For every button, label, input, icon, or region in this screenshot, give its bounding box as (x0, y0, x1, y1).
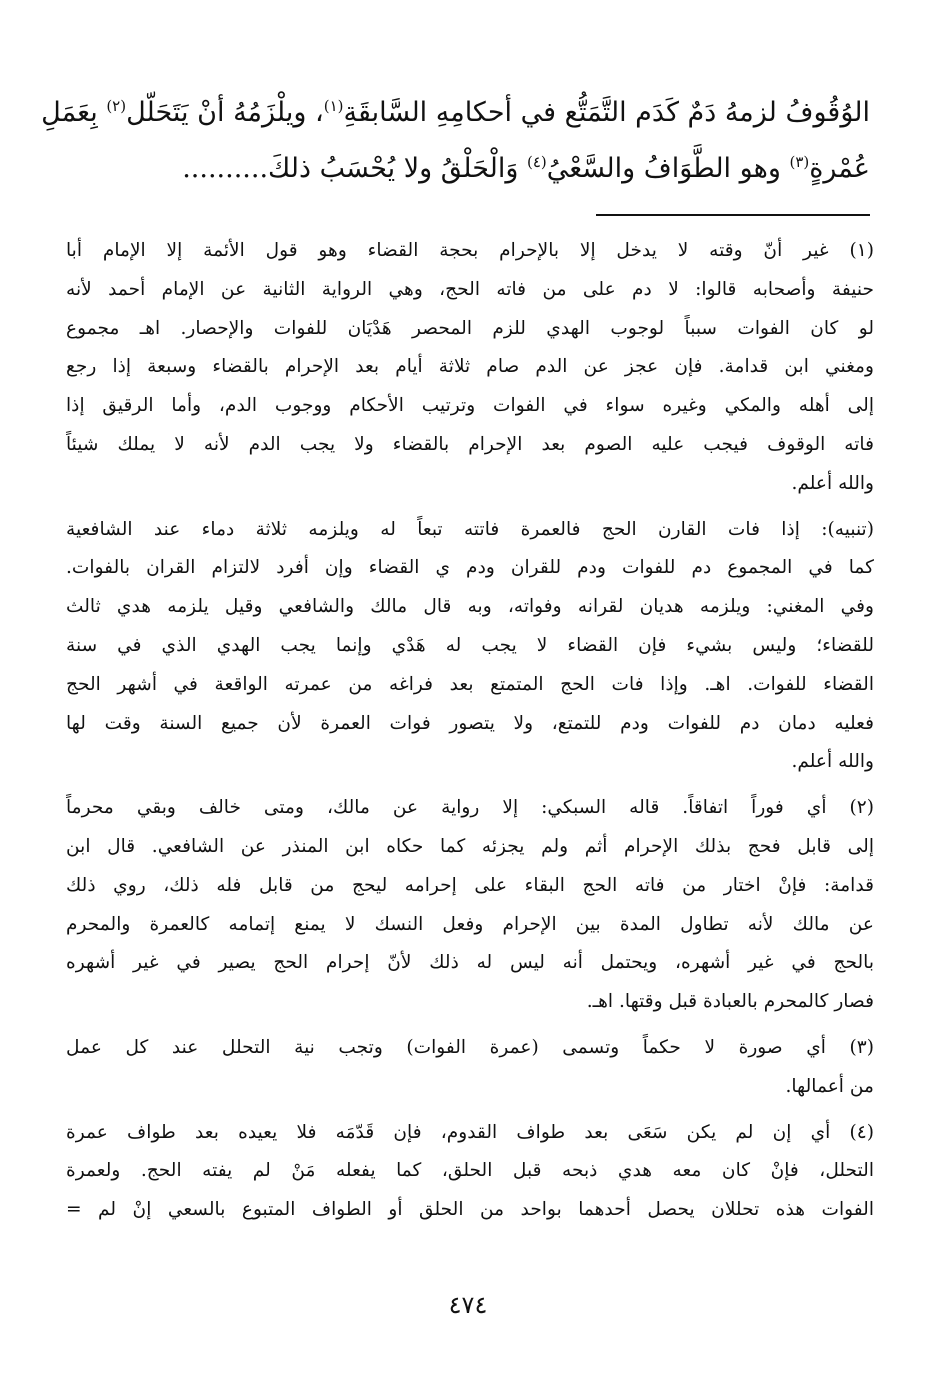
footnote-marker-2: (٢) (106, 97, 127, 115)
footnote-marker-1: (١) (323, 97, 344, 115)
footnote-line: (١) غير أنّ وقته لا يدخل إلا بالإحرام بحجة القضاء وهو قول الأئمة إلا الإمام أبا (66, 240, 874, 261)
footnote-line: فصار كالمحرم بالعبادة قبل وقتها. اهـ. (586, 991, 874, 1013)
footnote-line: من أعمالها. (785, 1075, 874, 1097)
footnote-1-notice (66, 511, 874, 783)
footnote-line: (٢) أي فوراً اتفاقاً. قاله السبكي: إلا رواية عن مالك، ومتى خالف وبقي محرماً (66, 797, 874, 819)
footnote-line: للقضاء؛ وليس بشيء فإن القضاء لا يجب له هَدْي وإنما يجب الهدي الذي في سنة (66, 634, 874, 656)
footnote-separator (596, 214, 870, 216)
footnote-line: بالحج في غير أشهره، ويحتمل أنه ليس له ذلك لأنّ إحرام الحج يصير في غير أشهره (66, 952, 874, 974)
footnote-line: (٣) أي صورة لا حكماً وتسمى (عمرة الفوات) وتجب نية التحلل عند كل عمل (66, 1036, 874, 1058)
main-text-line-2 (70, 134, 870, 190)
footnote-line: إلى أهله والمكي وغيره سواء في الفوات وترتيب الأحكام ووجوب الدم، وأما الرقيق إذا (66, 395, 874, 417)
footnote-line: فعليه دمان دم للفوات ودم للتمتع، ولا يتصور فوات العمرة لأن جميع السنة وقت لها (66, 712, 874, 734)
footnote-marker-3: (٣) (789, 153, 810, 171)
footnote-line: ومغني ابن قدامة. فإن عجز عن الدم صام ثلاثة أيام بعد الإحرام بالقضاء وسبعة إذا رجع (66, 356, 874, 378)
footnote-line: لو كان الفوات سبباً لوجوب الهدي للزم المحصر هَدْيَان للفوات والإحصار. اهـ مجموع (66, 317, 874, 339)
main-text-segment: الوُقُوفُ لزمهُ دَمٌ كَدَم التَّمَتُّع في أحكامِهِ السَّابقَةِ (343, 97, 870, 128)
main-text-segment: بِعَمَلِ (41, 97, 107, 128)
footnote-line: قدامة: فإنْ اختار من فاته الحج البقاء على إحرامه ليحج من قابل فله ذلك، روي ذلك (66, 874, 874, 896)
main-text-segment: وَالْحَلْقُ ولا يُحْسَبُ ذلكَ.......... (182, 153, 527, 184)
footnote-line: حنيفة وأصحابه قالوا: لا دم على من فاته الحج، وهي الرواية الثانية عن الإمام أحمد لأنه (66, 278, 874, 300)
footnote-line: (تنبيه): إذا فات القارن الحج فالعمرة فاتته تبعاً له ويلزمه ثلاثة دماء عند الشافعية (66, 518, 874, 540)
footnote-line: كما في المجموع دم للفوات ودم للقران ودم ي القضاء وإن أفرد لالتزام القران بالفوات. (66, 557, 874, 579)
footnote-line: (٤) أي إن لم يكن سَعَى بعد طواف القدوم، فإن قَدّمَه فلا يعيده بعد طواف عمرة (66, 1121, 874, 1143)
page-number: ٤٧٤ (448, 1291, 488, 1319)
footnote-line: والله أعلم. (791, 751, 874, 773)
footnote-line: فاته الوقوف فيجب عليه الصوم بعد الإحرام بالقضاء ولا يجب الدم لأنه لا يملك شيئاً (66, 433, 874, 455)
footnote-2 (66, 789, 874, 1022)
footnote-1 (66, 232, 874, 504)
footnote-line: وفي المغني: ويلزمه هديان لقرانه وفواته، وبه قال مالك والشافعي وقيل يلزمه هدي ثالث (66, 596, 874, 618)
footnote-line: الفوات هذه تحللان يحصل أحدهما بواحد من الحلق أو الطواف المتبوع بالسعي إنْ لم = (66, 1199, 874, 1221)
main-text-segment: وهو الطَّوَافُ والسَّعْيُ (546, 153, 790, 184)
main-text-segment: ، ويلْزَمُهُ أنْ يَتَحَلّل (126, 97, 324, 128)
footnote-line: التحلل، فإنْ كان معه هدي ذبحه قبل الحلق، كما يفعله مَنْ لم يفته الحج. ولعمرة (66, 1160, 874, 1182)
footnote-4 (66, 1114, 874, 1230)
footnote-3 (66, 1029, 874, 1107)
footnote-line: القضاء للفوات. اهـ. وإذا فات الحج المتمتع بعد فراغه من عمرته الواقعة في أشهر الحج (66, 673, 874, 695)
footnote-line: عن مالك لأنه تطاول المدة بين الإحرام وفعل النسك لا يمنع إتمامه كالعمرة والمحرم (66, 913, 874, 935)
footnote-line: إلى قابل فحج بذلك الإحرام أثم ولم يجزئه كما حكاه ابن المنذر عن الشافعي. قال ابن (66, 835, 874, 857)
footnote-line: والله أعلم. (791, 472, 874, 494)
main-text-segment: عُمْرةٍ (809, 153, 870, 184)
footnote-marker-4: (٤) (527, 153, 547, 171)
footnotes (66, 232, 874, 1237)
main-text-line-1 (41, 78, 870, 134)
main-text (41, 78, 870, 190)
